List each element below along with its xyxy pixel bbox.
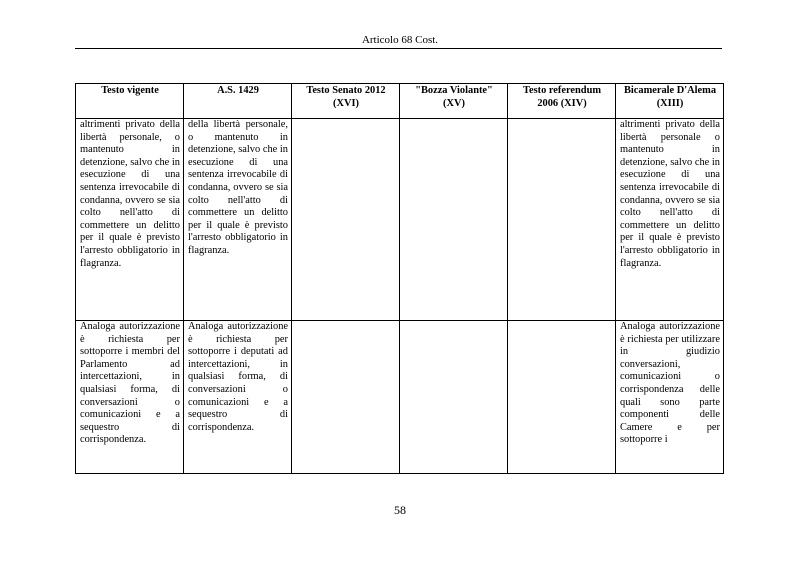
table-cell [616, 321, 724, 474]
column-header-as-1429: A.S. 1429 [184, 84, 292, 119]
running-head-text: Articolo 68 Cost. [361, 34, 439, 46]
column-header-bicamerale-dalema: Bicamerale D'Alema (XIII) [616, 84, 724, 119]
cell-text: Analoga autorizzazione è richiesta per utilizzare in giudizio conversazioni, comunicazioni o corrispondenza delle quali sono parte componenti delle Camere e per sottoporre i [620, 321, 720, 446]
running-head [0, 34, 800, 46]
column-header-testo-senato-2012: Testo Senato 2012 (XVI) [292, 84, 400, 119]
cell-text: altrimenti privato della libertà personale o mantenuto in detenzione, salvo che in esecuzione di una sentenza irrevocabile di condanna, ovvero se sia colto nell'atto di commettere un delitto per il quale è previsto l'arresto obbligatorio in flagranza. [620, 119, 720, 269]
cell-text: Analoga autorizzazione è richiesta per sottoporre i membri del Parlamento ad intercettazioni, in qualsiasi forma, di conversazioni o comunicazioni e a sequestro di corrispondenza. [80, 321, 180, 446]
table-cell [184, 321, 292, 474]
cell-text: della libertà personale, o mantenuto in detenzione, salvo che in esecuzione di una sentenza irrevocabile di condanna, ovvero se sia colto nell'atto di commettere un delitto per il quale è previsto l'arresto obbligatorio in flagranza. [188, 119, 288, 256]
table-cell [292, 119, 400, 321]
table-cell [508, 321, 616, 474]
table-cell [400, 119, 508, 321]
page-number [0, 503, 800, 518]
page-number-text: 58 [394, 503, 406, 517]
cell-text: altrimenti privato della libertà personale, o mantenuto in detenzione, salvo che in esecuzione di una sentenza irrevocabile di condanna, ovvero se sia colto nell'atto di commettere un delitto per il quale è previsto l'arresto obbligatorio in flagranza. [80, 119, 180, 269]
comparison-table [75, 83, 724, 474]
table-cell [616, 119, 724, 321]
table-cell [508, 119, 616, 321]
table-row [76, 119, 724, 321]
column-header-testo-vigente: Testo vigente [76, 84, 184, 119]
header-row [76, 84, 724, 119]
table-cell [400, 321, 508, 474]
table-cell [76, 321, 184, 474]
table-cell [292, 321, 400, 474]
cell-text: Analoga autorizzazione è richiesta per sottoporre i deputati ad intercettazioni, in qualsiasi forma, di conversazioni o comunicazioni e a sequestro di corrispondenza. [188, 321, 288, 433]
header-rule [75, 48, 722, 49]
table-row [76, 321, 724, 474]
column-header-bozza-violante: "Bozza Violante" (XV) [400, 84, 508, 119]
table-cell [76, 119, 184, 321]
table-cell [184, 119, 292, 321]
column-header-testo-referendum-2006: Testo referendum 2006 (XIV) [508, 84, 616, 119]
